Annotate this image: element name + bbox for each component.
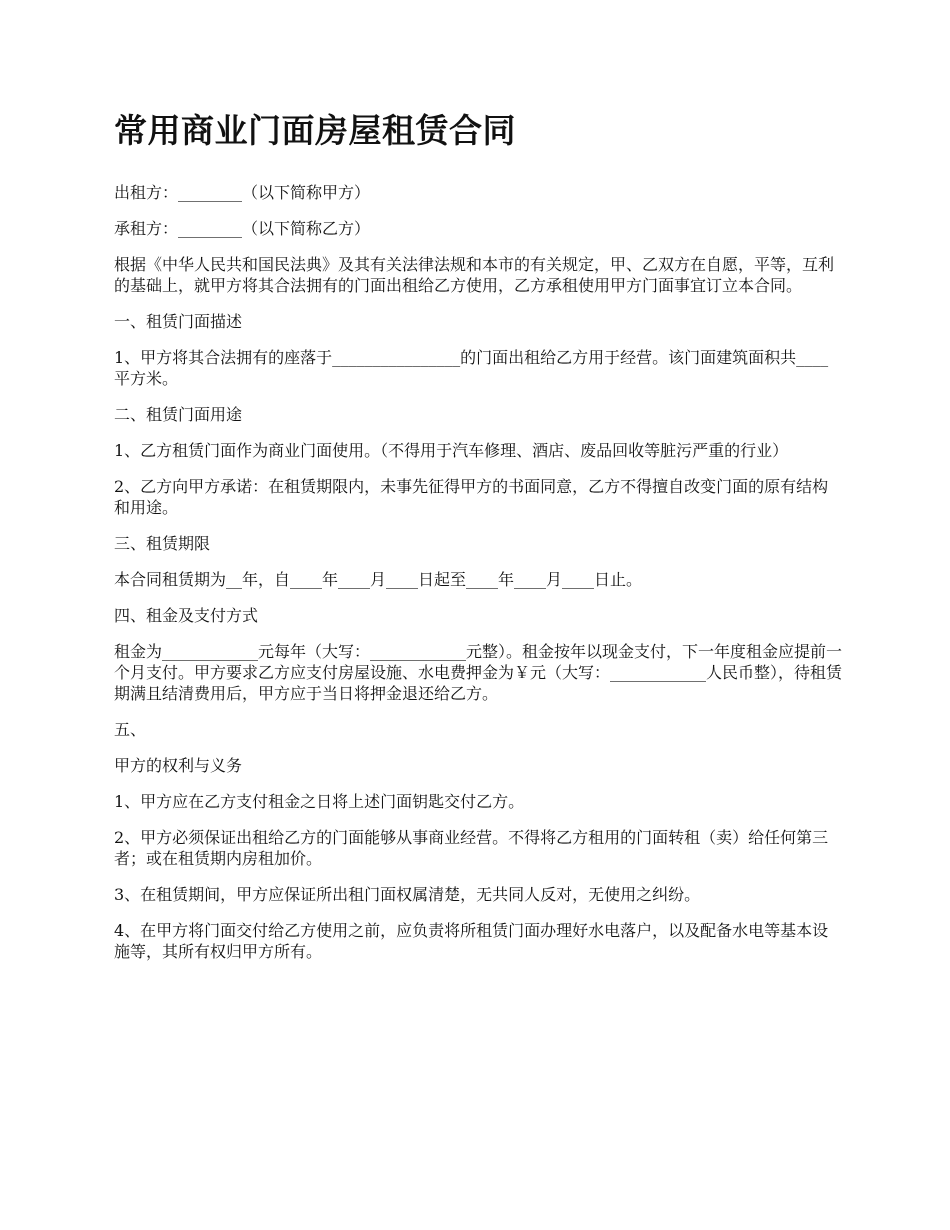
section-heading-1: 一、租赁门面描述	[114, 312, 243, 331]
section-heading-4: 四、租金及支付方式	[114, 606, 259, 625]
preamble-paragraph: 根据《中华人民共和国民法典》及其有关法律法规和本市的有关规定，甲、乙双方在自愿，平等，互利的基础上，就甲方将其合法拥有的门面出租给乙方使用，乙方承租使用甲方门面事宜订立本合同。	[114, 255, 835, 295]
section-heading-3: 三、租赁期限	[114, 534, 211, 553]
document-page	[114, 108, 844, 977]
lessee-line: 承租方：________（以下简称乙方）	[114, 219, 371, 238]
section-5-subtitle: 甲方的权利与义务	[114, 756, 243, 775]
clause-5-3: 3、在租赁期间，甲方应保证所出租门面权属清楚，无共同人反对，无使用之纠纷。	[114, 885, 701, 904]
clause-2-1: 1、乙方租赁门面作为商业门面使用。（不得用于汽车修理、酒店、废品回收等脏污严重的行业）	[114, 441, 789, 460]
clause-1-1: 1、甲方将其合法拥有的座落于________________的门面出租给乙方用于经营。该门面建筑面积共____平方米。	[114, 348, 829, 388]
clause-5-2: 2、甲方必须保证出租给乙方的门面能够从事商业经营。不得将乙方租用的门面转租（卖）给任何第三者；或在租赁期内房租加价。	[114, 828, 829, 868]
lessor-line: 出租方：________（以下简称甲方）	[114, 183, 371, 202]
clause-5-4: 4、在甲方将门面交付给乙方使用之前，应负责将所租赁门面办理好水电落户，以及配备水电等基本设施等，其所有权归甲方所有。	[114, 921, 829, 961]
section-heading-5: 五、	[114, 720, 147, 739]
clause-2-2: 2、乙方向甲方承诺：在租赁期限内，未事先征得甲方的书面同意，乙方不得擅自改变门面的原有结构和用途。	[114, 477, 829, 517]
document-title: 常用商业门面房屋租赁合同	[114, 111, 516, 150]
clause-3-term: 本合同租赁期为__年，自____年____月____日起至____年____月____日止。	[114, 570, 643, 589]
clause-4-rent: 租金为____________元每年（大写：____________元整）。租金按年以现金支付，下一年度租金应提前一个月支付。甲方要求乙方应支付房屋设施、水电费押金为￥元（大写：____________人民币整），待租赁期满且结清费用后，甲方应于当日将押金退还给乙方。	[114, 642, 843, 703]
section-heading-2: 二、租赁门面用途	[114, 405, 243, 424]
clause-5-1: 1、甲方应在乙方支付租金之日将上述门面钥匙交付乙方。	[114, 792, 525, 811]
